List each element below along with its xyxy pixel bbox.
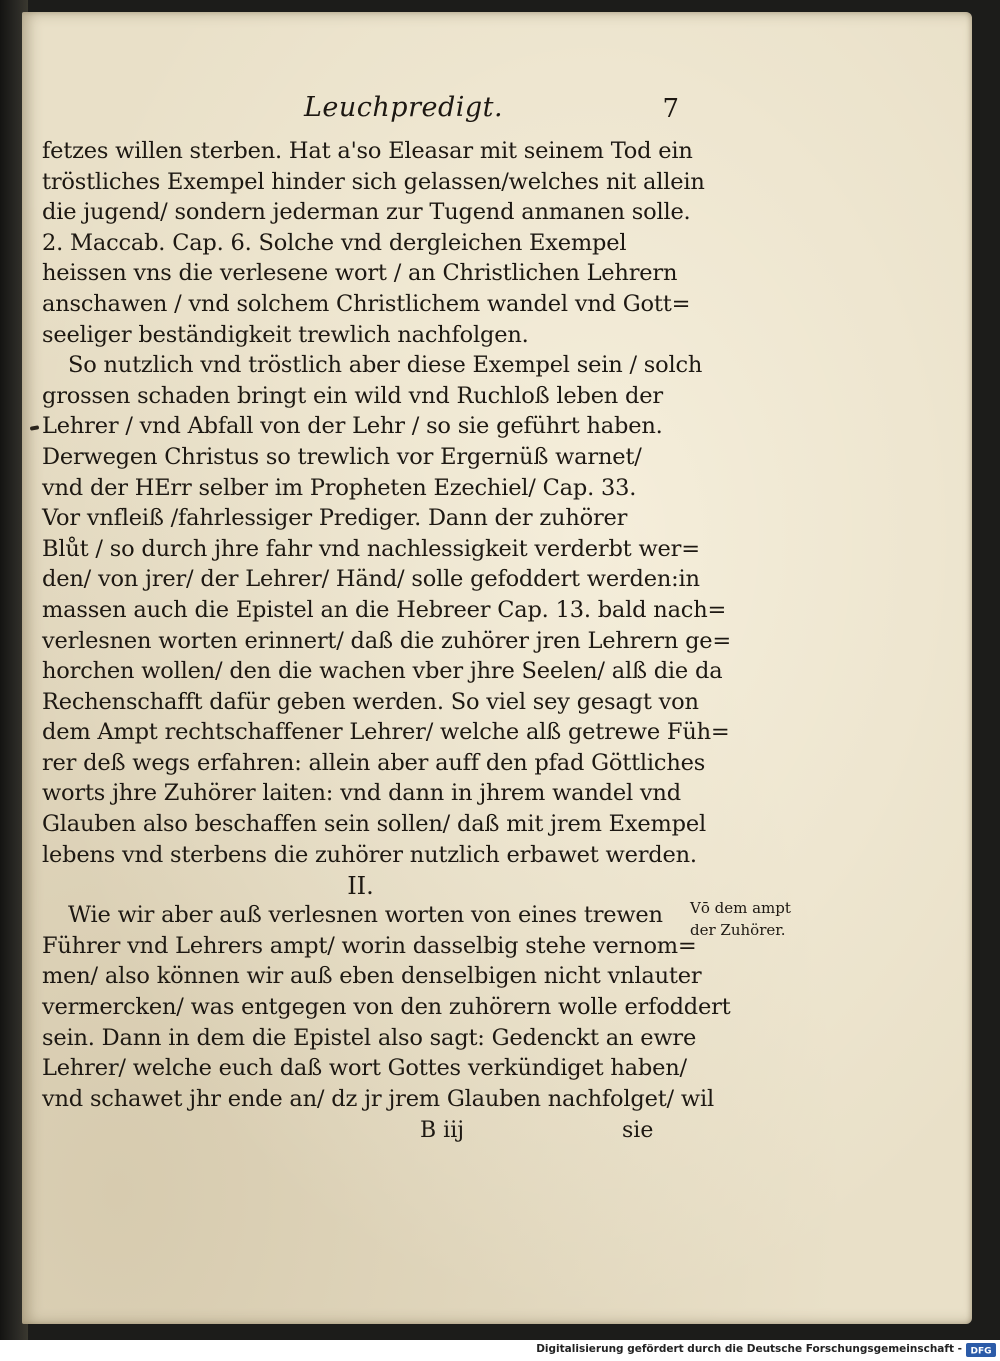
text-line: fetzes willen sterben. Hat a'so Eleasar mit seinem Tod ein bbox=[42, 138, 693, 164]
text-line: men/ also können wir auß eben denselbigen nicht vnlauter bbox=[42, 963, 702, 990]
page-number: 7 bbox=[662, 94, 679, 124]
text-line: Blůt / so durch jhre fahr vnd nachlessigkeit verderbt wer= bbox=[42, 535, 700, 562]
paragraph-start-line: Wie wir aber auß verlesnen worten von eines trewen bbox=[68, 902, 663, 929]
page-header bbox=[42, 92, 679, 136]
funding-credit: Digitalisierung gefördert durch die Deutsche Forschungsgemeinschaft - bbox=[536, 1343, 962, 1355]
text-line: grossen schaden bringt ein wild vnd Ruchloß leben der bbox=[42, 382, 663, 409]
margin-note-line: Vō dem ampt bbox=[690, 899, 791, 917]
text-line: 2. Maccab. Cap. 6. Solche vnd dergleichen Exempel bbox=[42, 229, 627, 256]
paragraph-start-line: So nutzlich vnd tröstlich aber diese Exempel sein / solch bbox=[68, 352, 703, 379]
text-line: lebens vnd sterbens die zuhörer nutzlich erbawet werden. bbox=[42, 841, 697, 868]
text-line: Führer vnd Lehrers ampt/ worin dasselbig stehe vernom= bbox=[42, 932, 697, 959]
text-line: worts jhre Zuhörer laiten: vnd dann in jhrem wandel vnd bbox=[42, 780, 681, 807]
text-line: sein. Dann in dem die Epistel also sagt: Gedenckt an ewre bbox=[42, 1024, 697, 1051]
credit-bar bbox=[0, 1340, 1000, 1361]
text-line: vnd schawet jhr ende an/ dz jr jrem Glauben nachfolget/ wil bbox=[42, 1085, 714, 1112]
signature-mark: B iij bbox=[420, 1118, 465, 1144]
margin-note bbox=[690, 897, 791, 941]
text-line: seeliger beständigkeit trewlich nachfolgen. bbox=[42, 321, 529, 348]
text-line: vermercken/ was entgegen von den zuhörern wolle erfoddert bbox=[42, 994, 731, 1021]
ink-blot bbox=[30, 425, 40, 431]
text-line: anschawen / vnd solchem Christlichem wandel vnd Gott= bbox=[42, 290, 691, 317]
dfg-logo-icon bbox=[966, 1343, 996, 1357]
text-line: heissen vns die verlesene wort / an Christlichen Lehrern bbox=[42, 260, 678, 287]
text-line: den/ von jrer/ der Lehrer/ Händ/ solle gefoddert werden:in bbox=[42, 566, 700, 593]
text-line: Derwegen Christus so trewlich vor Ergernüß warnet/ bbox=[42, 443, 642, 470]
text-line: dem Ampt rechtschaffener Lehrer/ welche alß getrewe Füh= bbox=[42, 719, 730, 746]
margin-note-line: der Zuhörer. bbox=[690, 921, 786, 939]
dfg-logo-text: DFG bbox=[970, 1346, 992, 1357]
running-title: Leuchpredigt. bbox=[304, 92, 504, 123]
catchword: sie bbox=[622, 1118, 654, 1144]
text-line: Lehrer/ welche euch daß wort Gottes verkündiget haben/ bbox=[42, 1055, 687, 1082]
text-line: tröstliches Exempel hinder sich gelassen/welches nit allein bbox=[42, 168, 705, 195]
text-line: rer deß wegs erfahren: allein aber auff den pfad Göttliches bbox=[42, 749, 706, 776]
page-footer bbox=[42, 1118, 667, 1150]
text-line: Lehrer / vnd Abfall von der Lehr / so sie geführt haben. bbox=[42, 413, 663, 440]
text-line: vnd der HErr selber im Propheten Ezechiel/ Cap. 33. bbox=[42, 474, 637, 501]
text-line: Vor vnfleiß /fahrlessiger Prediger. Dann der zuhörer bbox=[42, 505, 628, 532]
page-text bbox=[42, 92, 732, 1150]
text-line: die jugend/ sondern jederman zur Tugend anmanen solle. bbox=[42, 199, 691, 226]
text-line: horchen wollen/ den die wachen vber jhre Seelen/ alß die da bbox=[42, 658, 723, 685]
section-number: II. bbox=[347, 872, 374, 901]
text-line: Glauben also beschaffen sein sollen/ daß mit jrem Exempel bbox=[42, 811, 706, 838]
text-line: massen auch die Epistel an die Hebreer Cap. 13. bald nach= bbox=[42, 596, 727, 623]
text-line: verlesnen worten erinnert/ daß die zuhörer jren Lehrern ge= bbox=[42, 627, 732, 654]
text-line: Rechenschafft dafür geben werden. So viel sey gesagt von bbox=[42, 688, 699, 715]
